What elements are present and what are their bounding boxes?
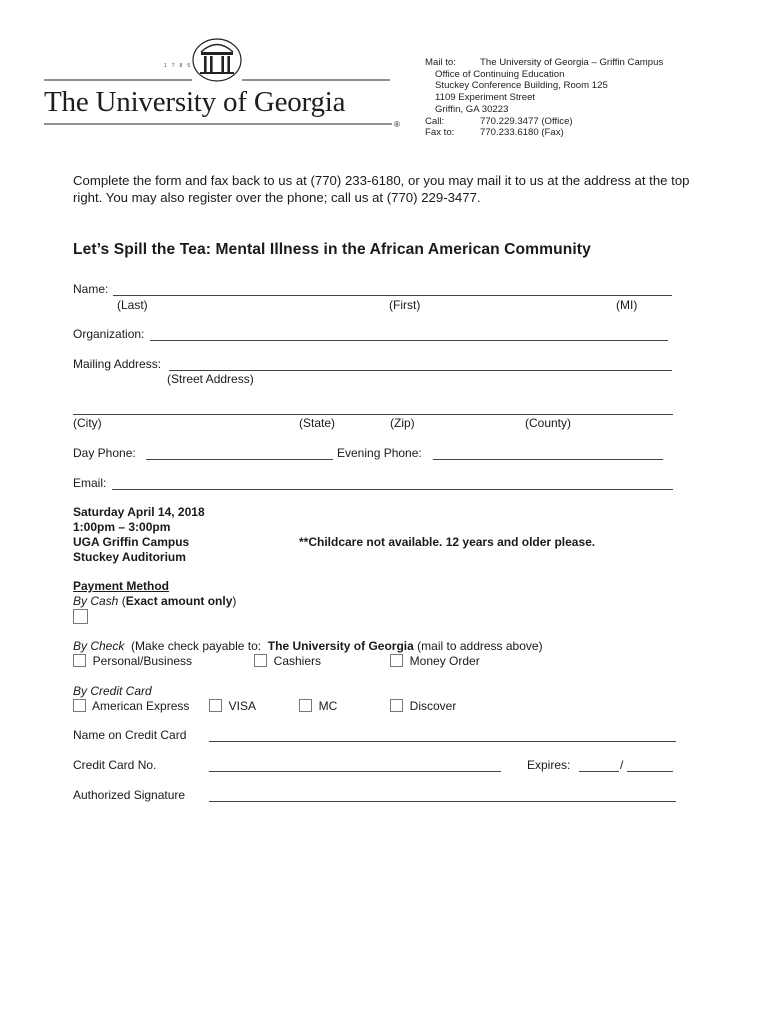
check-option-cashiers-label: Cashiers xyxy=(273,654,322,668)
credit-option-visa-label: VISA xyxy=(228,699,257,713)
mail-to-label: Mail to: xyxy=(425,57,456,68)
credit-option-mc-label: MC xyxy=(318,699,338,713)
credit-option-discover-label: Discover xyxy=(409,699,457,713)
credit-option-mc[interactable] xyxy=(299,699,337,713)
cash-row: By Cash (Exact amount only) xyxy=(73,594,237,608)
name-field[interactable] xyxy=(113,295,672,296)
mail-to-line2: Office of Continuing Education xyxy=(435,68,565,80)
first-caption: (First) xyxy=(389,298,421,312)
credit-option-visa[interactable] xyxy=(209,699,256,713)
check-option-cashiers[interactable] xyxy=(254,654,321,668)
credit-label: By Credit Card xyxy=(73,684,152,698)
event-date: Saturday April 14, 2018 xyxy=(73,505,205,519)
cash-checkbox[interactable] xyxy=(73,609,88,627)
call-label: Call: xyxy=(425,115,445,127)
check-option-personal-label: Personal/Business xyxy=(92,654,193,668)
event-campus: UGA Griffin Campus xyxy=(73,535,190,549)
expires-slash: / xyxy=(620,758,624,772)
intro-text: Complete the form and fax back to us at (770) 233-6180, or you may mail it to us at the address at the top right. You may also register over the phone; call us at (770) 229-3477. xyxy=(73,173,690,205)
event-time: 1:00pm – 3:00pm xyxy=(73,520,171,534)
evening-phone-label: Evening Phone: xyxy=(337,446,422,460)
credit-option-amex[interactable] xyxy=(73,699,189,713)
call-value: 770.229.3477 (Office) xyxy=(480,115,573,127)
county-caption: (County) xyxy=(525,416,572,430)
seal-year: 1785 xyxy=(164,63,196,69)
mailing-address-label: Mailing Address: xyxy=(73,357,162,371)
city-state-zip-field[interactable] xyxy=(73,414,673,415)
payment-heading: Payment Method xyxy=(73,579,170,593)
expires-label: Expires: xyxy=(527,758,571,772)
credit-option-amex-label: American Express xyxy=(92,699,190,713)
card-number-field[interactable] xyxy=(209,771,501,772)
name-on-card-field[interactable] xyxy=(209,741,676,742)
signature-label: Authorized Signature xyxy=(73,788,186,802)
event-details xyxy=(73,505,205,565)
last-caption: (Last) xyxy=(117,298,148,312)
street-address-field[interactable] xyxy=(169,370,672,371)
childcare-note: **Childcare not available. 12 years and older please. xyxy=(299,535,596,549)
check-note: (Make check payable to: xyxy=(131,639,262,653)
expires-year-field[interactable] xyxy=(627,771,673,772)
fax-label: Fax to: xyxy=(425,127,455,139)
zip-caption: (Zip) xyxy=(390,416,415,430)
city-caption: (City) xyxy=(73,416,102,430)
card-number-label: Credit Card No. xyxy=(73,758,157,772)
email-field[interactable] xyxy=(112,489,673,490)
mail-to-block xyxy=(425,57,663,139)
expires-month-field[interactable] xyxy=(579,771,619,772)
state-caption: (State) xyxy=(299,416,336,430)
event-venue: Stuckey Auditorium xyxy=(73,550,186,564)
mi-caption: (MI) xyxy=(616,298,638,312)
signature-field[interactable] xyxy=(209,801,676,802)
day-phone-field[interactable] xyxy=(146,459,333,460)
check-option-personal[interactable] xyxy=(73,654,192,668)
name-on-card-label: Name on Credit Card xyxy=(73,728,187,742)
check-payee: The University of Georgia xyxy=(267,639,414,653)
evening-phone-field[interactable] xyxy=(433,459,663,460)
email-label: Email: xyxy=(73,476,107,490)
fax-value: 770.233.6180 (Fax) xyxy=(480,127,564,139)
name-label: Name: xyxy=(73,282,109,296)
cash-note: Exact amount only xyxy=(125,594,233,608)
organization-label: Organization: xyxy=(73,327,145,341)
day-phone-label: Day Phone: xyxy=(73,446,136,460)
mail-to-line5: Griffin, GA 30223 xyxy=(435,103,509,115)
mail-to-line1: The University of Georgia – Griffin Campus xyxy=(480,57,664,68)
organization-field[interactable] xyxy=(150,340,668,341)
check-row xyxy=(73,639,543,653)
event-title: Let’s Spill the Tea: Mental Illness in the African American Community xyxy=(73,241,591,258)
registered-mark: ® xyxy=(394,120,400,129)
check-option-money-order[interactable] xyxy=(390,654,480,668)
check-tail: (mail to address above) xyxy=(417,639,543,653)
check-label: By Check xyxy=(73,639,125,653)
street-caption: (Street Address) xyxy=(167,372,254,386)
cash-label: By Cash xyxy=(73,594,119,608)
logo-wordmark: The University of Georgia xyxy=(44,86,346,118)
mail-to-line3: Stuckey Conference Building, Room 125 xyxy=(435,80,608,92)
check-option-money-order-label: Money Order xyxy=(409,654,480,668)
credit-option-discover[interactable] xyxy=(390,699,456,713)
mail-to-line4: 1109 Experiment Street xyxy=(435,92,536,104)
